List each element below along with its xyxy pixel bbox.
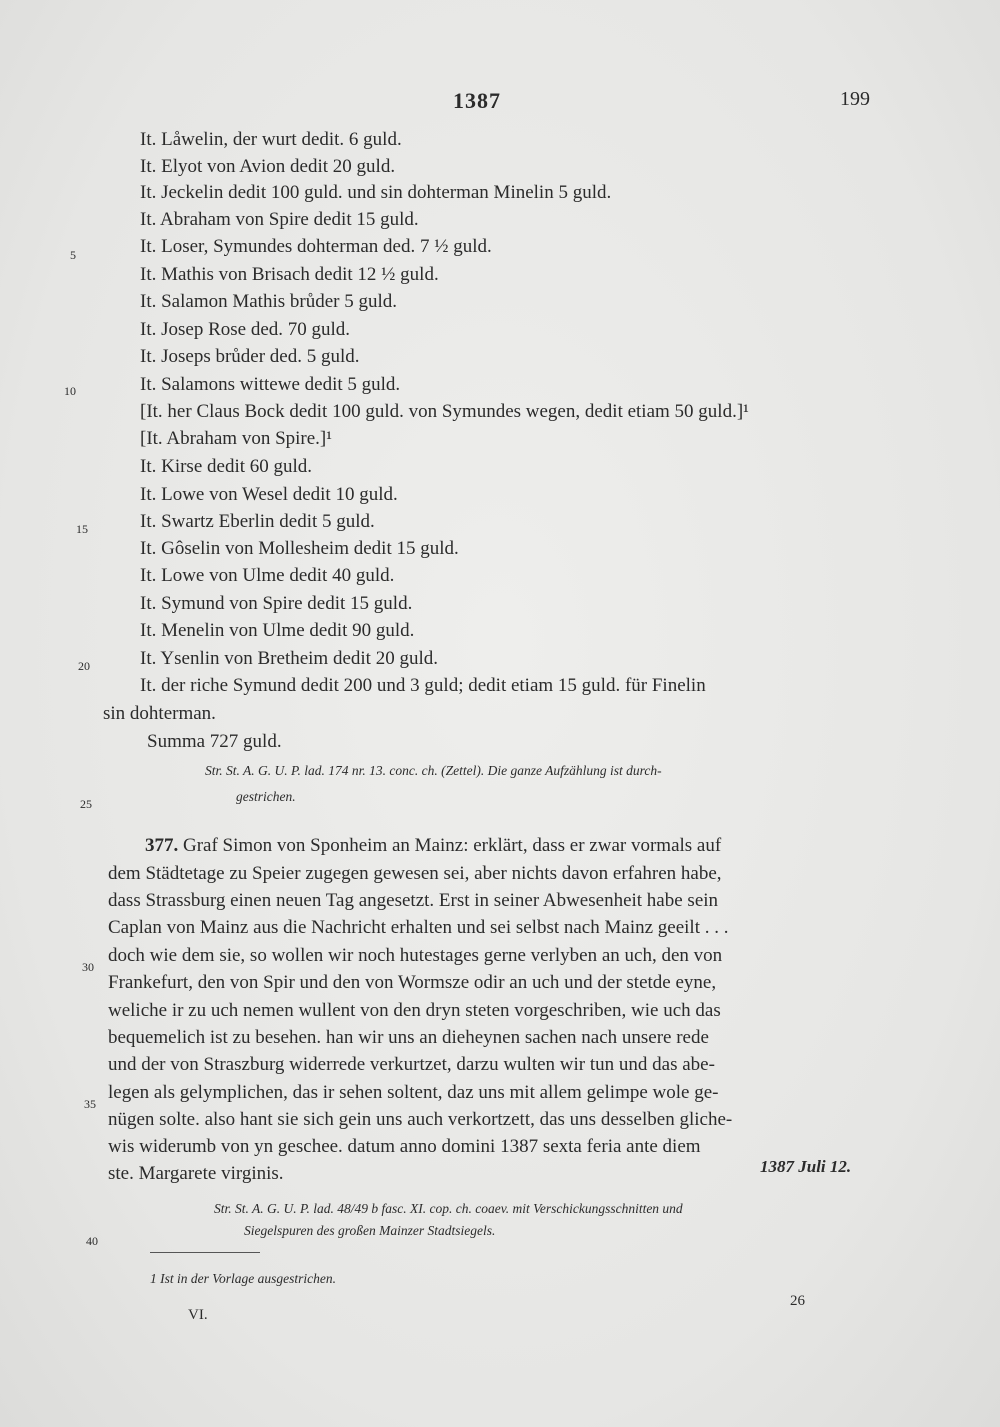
header-year: 1387 bbox=[453, 88, 501, 113]
document-line: legen als gelymplichen, das ir sehen soltent, daz uns mit allem gelimpe wole ge- bbox=[108, 1082, 719, 1103]
document-line: Frankefurt, den von Spir und den von Wormsze odir an uch und der stetde eyne, bbox=[108, 972, 717, 993]
summary-line: Summa 727 guld. bbox=[147, 731, 282, 752]
list-line: It. Loser, Symundes dohterman ded. 7 ½ guld. bbox=[140, 236, 492, 257]
document-line: doch wie dem sie, so wollen wir noch hutestages gerne verlyben an uch, den von bbox=[108, 945, 723, 966]
document-line: ste. Margarete virginis. bbox=[108, 1163, 284, 1184]
list-line: It. Joseps brůder ded. 5 guld. bbox=[140, 346, 360, 367]
source-note: Siegelspuren des großen Mainzer Stadtsiegels. bbox=[244, 1223, 496, 1238]
line-number: 20 bbox=[78, 659, 90, 673]
source-note: Str. St. A. G. U. P. lad. 174 nr. 13. conc. ch. (Zettel). Die ganze Aufzählung ist durch- bbox=[205, 763, 662, 778]
list-line: [It. Abraham von Spire.]¹ bbox=[140, 428, 332, 449]
document-line: Graf Simon von Sponheim an Mainz: erklärt, dass er zwar vormals auf bbox=[183, 835, 722, 856]
list-line: It. Kirse dedit 60 guld. bbox=[140, 456, 313, 477]
line-number: 15 bbox=[76, 522, 88, 536]
list-line: It. Elyot von Avion dedit 20 guld. bbox=[140, 156, 396, 177]
document-line: dem Städtetage zu Speier zugegen gewesen sei, aber nichts davon erfahren habe, bbox=[108, 863, 722, 884]
footnote-rule bbox=[150, 1252, 260, 1253]
list-line: It. Ysenlin von Bretheim dedit 20 guld. bbox=[140, 648, 438, 669]
document-number: 377. bbox=[145, 835, 179, 856]
list-line: sin dohterman. bbox=[103, 703, 216, 724]
list-line: It. Swartz Eberlin dedit 5 guld. bbox=[140, 511, 375, 532]
document-line: weliche ir zu uch nemen wullent von den dryn steten vorgeschriben, wie uch das bbox=[108, 1000, 721, 1021]
list-line: It. Låwelin, der wurt dedit. 6 guld. bbox=[140, 129, 402, 150]
list-line: It. Lowe von Ulme dedit 40 guld. bbox=[140, 565, 395, 586]
list-line: It. Lowe von Wesel dedit 10 guld. bbox=[140, 484, 398, 505]
footnote: 1 Ist in der Vorlage ausgestrichen. bbox=[150, 1271, 336, 1286]
list-line: It. Abraham von Spire dedit 15 guld. bbox=[140, 209, 419, 230]
line-number: 5 bbox=[70, 248, 76, 262]
document-date: 1387 Juli 12. bbox=[760, 1157, 852, 1176]
list-line: It. Symund von Spire dedit 15 guld. bbox=[140, 593, 413, 614]
line-number: 40 bbox=[86, 1234, 98, 1248]
document-line: bequemelich ist zu besehen. han wir uns an dieheynen sachen nach unsere rede bbox=[108, 1027, 709, 1048]
list-line: It. Mathis von Brisach dedit 12 ½ guld. bbox=[140, 264, 439, 285]
line-number: 10 bbox=[64, 384, 76, 398]
list-line: It. Salamon Mathis brůder 5 guld. bbox=[140, 291, 397, 312]
document-line: nügen solte. also hant sie sich gein uns auch verkortzett, das uns desselben gliche- bbox=[108, 1109, 733, 1130]
list-line: It. der riche Symund dedit 200 und 3 guld; dedit etiam 15 guld. für Finelin bbox=[140, 675, 706, 696]
line-number: 30 bbox=[82, 960, 94, 974]
document-line: Caplan von Mainz aus die Nachricht erhalten und sei selbst nach Mainz geeilt . . . bbox=[108, 917, 729, 938]
document-line: und der von Straszburg widerrede verkurtzet, darzu wulten wir tun und das abe- bbox=[108, 1054, 715, 1075]
list-line: It. Jeckelin dedit 100 guld. und sin dohterman Minelin 5 guld. bbox=[140, 182, 612, 203]
document-heading-line bbox=[145, 835, 721, 857]
list-line: It. Menelin von Ulme dedit 90 guld. bbox=[140, 620, 415, 641]
sheet-number: 26 bbox=[790, 1293, 805, 1309]
document-line: wis widerumb von yn geschee. datum anno domini 1387 sexta feria ante diem bbox=[108, 1136, 701, 1157]
list-line: It. Josep Rose ded. 70 guld. bbox=[140, 319, 351, 340]
list-line: [It. her Claus Bock dedit 100 guld. von Symundes wegen, dedit etiam 50 guld.]¹ bbox=[140, 401, 749, 422]
list-line: It. Gôselin von Mollesheim dedit 15 guld. bbox=[140, 538, 459, 559]
signature-mark: VI. bbox=[188, 1307, 208, 1323]
document-line: dass Strassburg einen neuen Tag angesetzt. Erst in seiner Abwesenheit habe sein bbox=[108, 890, 719, 911]
line-number: 35 bbox=[84, 1097, 96, 1111]
header-page-number: 199 bbox=[840, 88, 870, 110]
line-number: 25 bbox=[80, 797, 92, 811]
source-note: Str. St. A. G. U. P. lad. 48/49 b fasc. XI. cop. ch. coaev. mit Verschickungsschnitten und bbox=[214, 1201, 683, 1216]
source-note: gestrichen. bbox=[236, 789, 296, 804]
list-line: It. Salamons wittewe dedit 5 guld. bbox=[140, 374, 401, 395]
